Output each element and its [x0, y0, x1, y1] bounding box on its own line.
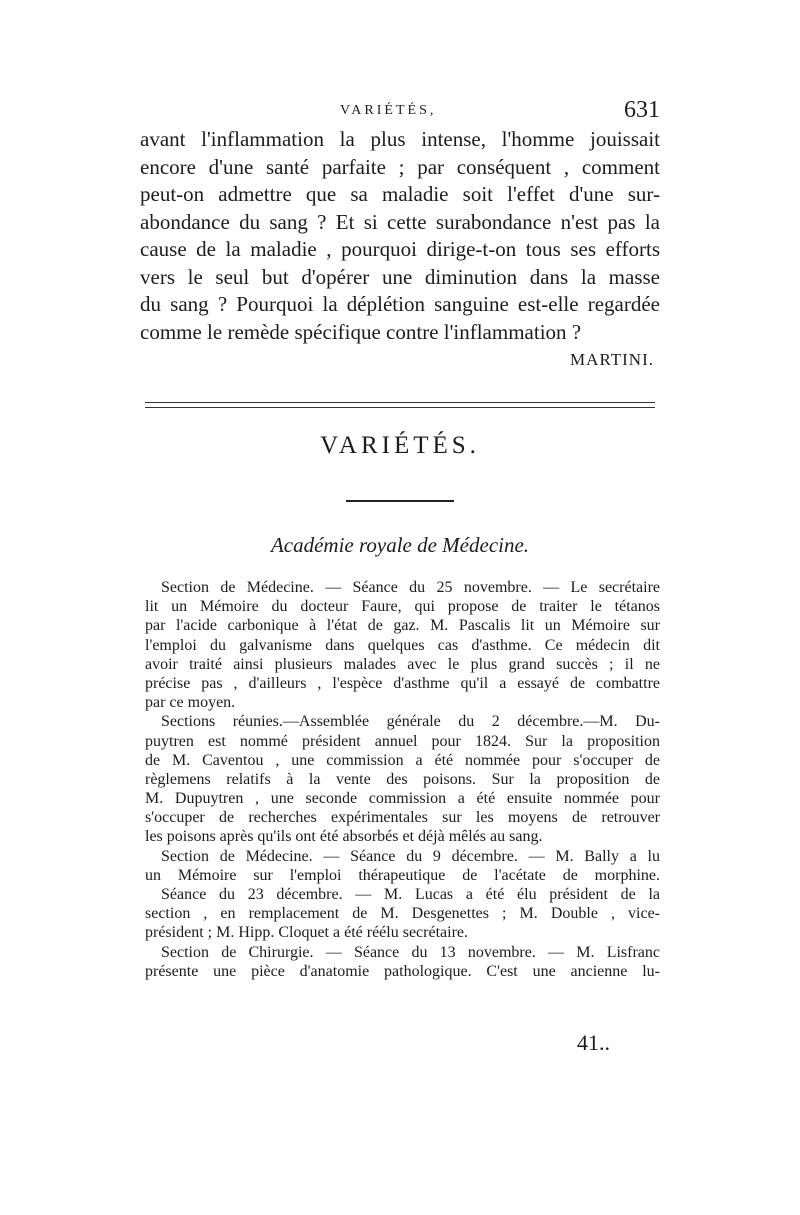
text-line: Section de Médecine. — Séance du 25 novembre. — Le secrétaire — [161, 579, 660, 596]
running-title: VARIÉTÉS, — [340, 103, 437, 118]
text-line: Sections réunies.—Assemblée générale du 2 décembre.—M. Du- — [161, 713, 660, 731]
text-line: avoir traité ainsi plusieurs malades avec le plus grand succès ; il ne — [145, 655, 660, 673]
section-body — [145, 578, 660, 981]
text-line: Section de Chirurgie. — Séance du 13 novembre. — M. Lisfranc — [161, 943, 660, 961]
running-head — [140, 97, 660, 127]
text-line: encore d'une santé parfaite ; par conséquent , comment — [140, 154, 660, 179]
text-line: section , en remplacement de M. Desgenettes ; M. Double , vice- — [145, 905, 660, 923]
text-line: les poisons après qu'ils ont été absorbés et déjà mêlés au sang. — [145, 828, 543, 846]
text-line: comme le remède spécifique contre l'inflammation ? — [140, 319, 582, 344]
text-line: Section de Médecine. — Séance du 9 décembre. — M. Bally a lu — [161, 847, 660, 865]
text-line: vers le seul but d'opérer une diminution dans la masse — [140, 264, 660, 289]
text-line: avant l'inflammation la plus intense, l'homme jouissait — [140, 127, 660, 151]
printer-signature-mark: 41.. — [577, 1030, 610, 1055]
text-line: M. Dupuytren , une seconde commission a été ensuite nommée pour — [145, 790, 660, 808]
text-line: lit un Mémoire du docteur Faure, qui propose de traiter le tétanos — [145, 598, 660, 616]
text-line: s'occuper de recherches expérimentales sur les moyens de retrouver — [145, 809, 660, 827]
text-line: Séance du 23 décembre. — M. Lucas a été élu président de la — [161, 886, 660, 903]
title-rule — [346, 500, 454, 502]
text-line: l'emploi du galvanisme dans quelques cas d'asthme. Ce médecin dit — [145, 636, 660, 654]
section-title: VARIÉTÉS. — [320, 432, 480, 459]
text-line: par ce moyen. — [145, 694, 236, 712]
text-line: présente une pièce d'anatomie pathologique. C'est une ancienne lu- — [145, 962, 660, 980]
subsection-title: Académie royale de Médecine. — [270, 533, 530, 557]
text-line: peut-on admettre que sa maladie soit l'effet d'une sur- — [140, 182, 660, 206]
text-line: règlemens relatifs à la vente des poisons. Sur la proposition de — [145, 770, 660, 788]
article-author: MARTINI. — [570, 350, 654, 369]
text-line: un Mémoire sur l'emploi thérapeutique de l'acétate de morphine. — [145, 866, 660, 884]
text-line: puytren est nommé président annuel pour 1824. Sur la proposition — [145, 732, 660, 750]
text-line: président ; M. Hipp. Cloquet a été réélu secrétaire. — [145, 924, 468, 942]
text-line: cause de la maladie , pourquoi dirige-t-on tous ses efforts — [140, 237, 660, 261]
text-line: du sang ? Pourquoi la déplétion sanguine est-elle regardée — [140, 292, 660, 316]
page-number: 631 — [624, 97, 660, 123]
previous-article-text — [140, 126, 660, 370]
text-line: abondance du sang ? Et si cette surabondance n'est pas la — [140, 209, 660, 234]
section-divider — [145, 402, 655, 408]
text-line: par l'acide carbonique à l'état de gaz. M. Pascalis lit un Mémoire sur — [145, 617, 660, 635]
text-line: précise pas , d'ailleurs , l'espèce d'asthme qu'il a essayé de combattre — [145, 674, 660, 692]
text-line: de M. Caventou , une commission a été nommée pour s'occuper de — [145, 751, 660, 769]
